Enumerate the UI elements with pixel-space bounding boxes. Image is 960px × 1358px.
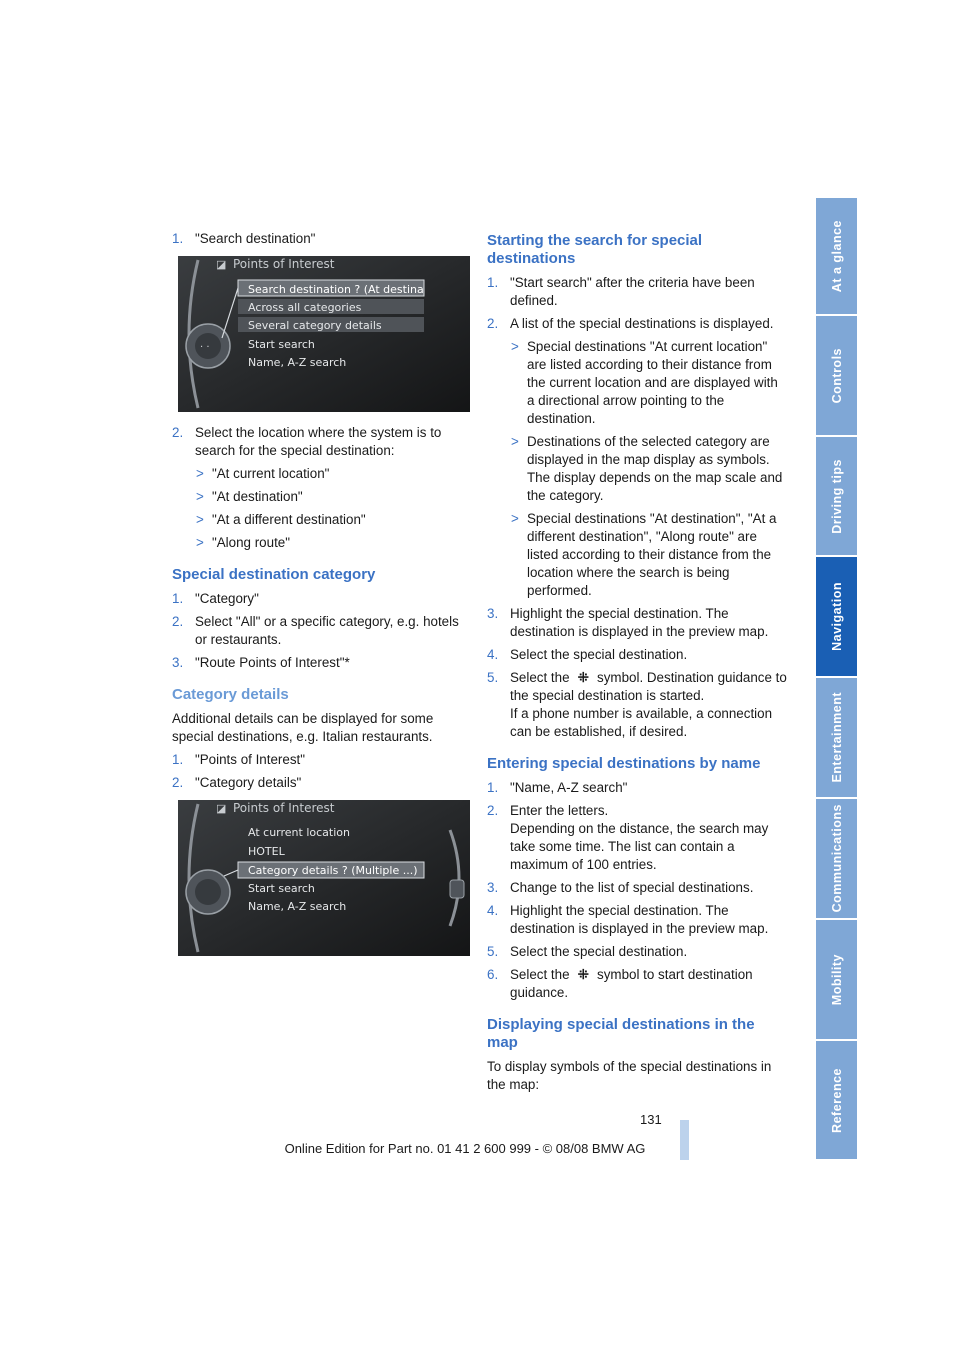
tab-mobility[interactable]: Mobility (816, 920, 857, 1041)
bullet-mark: > (511, 511, 519, 526)
start-step: 1. "Start search" after the criteria have been defined. (487, 275, 755, 308)
svg-text:· ·: · · (200, 342, 210, 353)
tab-communications[interactable]: Communications (816, 799, 857, 920)
name-step: 4. Highlight the special destination. The destination is displayed in the preview map. (487, 903, 769, 936)
menu-item: Across all categories (248, 301, 362, 314)
name-step: 5. Select the special destination. (487, 944, 688, 959)
step-number: 1. (172, 231, 184, 246)
bullet-mark: > (511, 434, 519, 449)
step-text: Select the location where the system is to search for the special destination: (195, 425, 442, 458)
svg-text:◪: ◪ (216, 258, 227, 271)
destination-guidance-icon: ⁜ (577, 670, 589, 685)
bullet-mark: > (196, 489, 204, 504)
heading-displaying-in-map: Displaying special destinations in the map (487, 1016, 755, 1051)
heading-category-details: Category details (172, 686, 289, 703)
page-number: 131 (640, 1112, 662, 1127)
left-column (172, 230, 462, 968)
bullet-mark: > (196, 535, 204, 550)
menu-item: At current location (248, 826, 350, 839)
location-option: > "At destination" (196, 489, 303, 504)
menu-item: HOTEL (248, 845, 285, 858)
details-step: 1. "Points of Interest" (172, 752, 305, 767)
location-option: > "At a different destination" (196, 512, 366, 527)
menu-item: Start search (248, 882, 315, 895)
menu-item: Start search (248, 338, 315, 351)
footer-text: Online Edition for Part no. 01 41 2 600 999 - © 08/08 BMW AG (284, 1141, 646, 1156)
start-bullet: > Special destinations "At current location" are listed according to their distance from the current location and are displayed with a directional arrow pointing to the destination. (511, 339, 778, 426)
bullet-mark: > (196, 512, 204, 527)
search-destination-step (172, 230, 462, 248)
destination-guidance-icon: ⁜ (577, 967, 589, 982)
screen-title: Points of Interest (233, 801, 335, 815)
menu-item: Search destination ? (At destina (248, 283, 424, 296)
details-paragraph: Additional details can be displayed for some special destinations, e.g. Italian restaurants. (172, 711, 434, 744)
tab-controls[interactable]: Controls (816, 316, 857, 437)
category-details-screenshot (178, 800, 470, 956)
display-paragraph: To display symbols of the special destinations in the map: (487, 1059, 772, 1092)
bullet-mark: > (511, 339, 519, 354)
name-step: 1. "Name, A-Z search" (487, 780, 628, 795)
start-step: 3. Highlight the special destination. The destination is displayed in the preview map. (487, 606, 769, 639)
category-step: 3. "Route Points of Interest"* (172, 655, 350, 670)
poi-menu-screenshot (178, 256, 470, 412)
select-location-step (172, 424, 462, 460)
category-step: 1. "Category" (172, 591, 259, 606)
step-number: 2. (172, 425, 184, 440)
screen-title: Points of Interest (233, 257, 335, 271)
location-option: > "At current location" (196, 466, 330, 481)
menu-item: Several category details (248, 319, 382, 332)
footer (0, 1141, 960, 1156)
heading-entering-by-name: Entering special destinations by name (487, 755, 761, 772)
start-bullet: > Special destinations "At destination", "At a different destination", "Along route" are listed according to their distance from the location where the search is being performed. (511, 511, 777, 598)
tab-entertainment[interactable]: Entertainment (816, 678, 857, 799)
right-column (487, 230, 787, 1099)
location-option: > "Along route" (196, 535, 290, 550)
menu-item: Name, A-Z search (248, 900, 347, 913)
tab-at-a-glance[interactable]: At a glance (816, 198, 857, 316)
bullet-mark: > (196, 466, 204, 481)
start-step: 4. Select the special destination. (487, 647, 688, 662)
tab-navigation[interactable]: Navigation (816, 557, 857, 678)
heading-special-destination-category: Special destination category (172, 566, 376, 583)
start-step: 2. A list of the special destinations is displayed. (487, 316, 774, 331)
details-step: 2. "Category details" (172, 775, 302, 790)
name-step: 2. Enter the letters. Depending on the distance, the search may take some time. The list can contain a maximum of 100 entries. (487, 803, 769, 872)
menu-item: Name, A-Z search (248, 356, 347, 369)
tab-reference[interactable]: Reference (816, 1041, 857, 1161)
tab-driving-tips[interactable]: Driving tips (816, 437, 857, 557)
category-step: 2. Select "All" or a specific category, e.g. hotels or restaurants. (172, 614, 459, 647)
step-text: "Search destination" (195, 231, 316, 246)
heading-starting-search: Starting the search for special destinations (487, 232, 703, 267)
svg-text:◪: ◪ (216, 802, 227, 815)
name-step: 3. Change to the list of special destinations. (487, 880, 754, 895)
chapter-sidebar (816, 198, 857, 1161)
name-step: 6. Select the ⁜ symbol to start destination guidance. (487, 967, 753, 1000)
start-bullet: > Destinations of the selected category are displayed in the map display as symbols. The display depends on the map scale and the category. (511, 434, 783, 503)
menu-item: Category details ? (Multiple ...) (248, 864, 418, 877)
start-step: 5. Select the ⁜ symbol. Destination guidance to the special destination is started. If a phone number is available, a connection can be established, if desired. (487, 670, 787, 739)
